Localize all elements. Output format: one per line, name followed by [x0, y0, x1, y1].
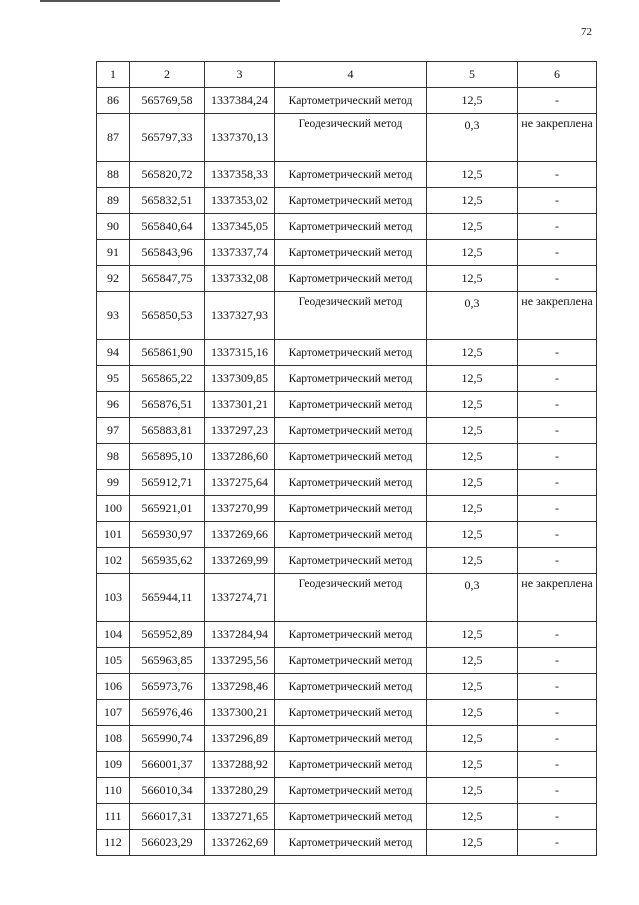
table-row [97, 574, 597, 622]
x-coordinate-cell: 565832,51 [130, 188, 205, 214]
method-cell: Картометрический метод [275, 496, 427, 522]
point-number-cell: 88 [97, 162, 130, 188]
point-number-cell: 90 [97, 214, 130, 240]
page-number: 72 [581, 26, 592, 38]
y-coordinate-cell: 1337280,29 [205, 778, 275, 804]
accuracy-cell: 12,5 [427, 240, 518, 266]
y-coordinate-cell: 1337271,65 [205, 804, 275, 830]
point-number-cell: 107 [97, 700, 130, 726]
y-coordinate-cell: 1337332,08 [205, 266, 275, 292]
note-cell: - [518, 366, 597, 392]
note-cell: - [518, 266, 597, 292]
x-coordinate-cell: 566017,31 [130, 804, 205, 830]
method-cell: Картометрический метод [275, 830, 427, 856]
point-number-cell: 102 [97, 548, 130, 574]
y-coordinate-cell: 1337300,21 [205, 700, 275, 726]
accuracy-cell: 0,3 [427, 574, 518, 622]
note-cell: - [518, 700, 597, 726]
accuracy-cell: 12,5 [427, 340, 518, 366]
point-number-cell: 104 [97, 622, 130, 648]
y-coordinate-cell: 1337298,46 [205, 674, 275, 700]
note-cell: - [518, 752, 597, 778]
point-number-cell: 96 [97, 392, 130, 418]
column-header: 6 [518, 62, 597, 88]
method-cell: Картометрический метод [275, 366, 427, 392]
accuracy-cell: 12,5 [427, 700, 518, 726]
table-row [97, 700, 597, 726]
table-row [97, 726, 597, 752]
accuracy-cell: 12,5 [427, 418, 518, 444]
point-number-cell: 106 [97, 674, 130, 700]
point-number-cell: 112 [97, 830, 130, 856]
table-row [97, 674, 597, 700]
note-cell: - [518, 804, 597, 830]
method-cell: Картометрический метод [275, 752, 427, 778]
point-number-cell: 103 [97, 574, 130, 622]
note-cell: - [518, 622, 597, 648]
method-cell: Картометрический метод [275, 522, 427, 548]
y-coordinate-cell: 1337353,02 [205, 188, 275, 214]
x-coordinate-cell: 565850,53 [130, 292, 205, 340]
table-row [97, 292, 597, 340]
accuracy-cell: 12,5 [427, 830, 518, 856]
coordinates-table [96, 61, 597, 856]
note-cell: - [518, 470, 597, 496]
table-row [97, 778, 597, 804]
x-coordinate-cell: 565820,72 [130, 162, 205, 188]
x-coordinate-cell: 565797,33 [130, 114, 205, 162]
table-row [97, 162, 597, 188]
note-cell: - [518, 240, 597, 266]
note-cell: не закреплена [518, 114, 597, 162]
x-coordinate-cell: 565973,76 [130, 674, 205, 700]
note-cell: - [518, 162, 597, 188]
table-row [97, 214, 597, 240]
y-coordinate-cell: 1337301,21 [205, 392, 275, 418]
accuracy-cell: 12,5 [427, 496, 518, 522]
table-row [97, 444, 597, 470]
method-cell: Геодезический метод [275, 574, 427, 622]
table-row [97, 418, 597, 444]
method-cell: Картометрический метод [275, 444, 427, 470]
y-coordinate-cell: 1337384,24 [205, 88, 275, 114]
point-number-cell: 92 [97, 266, 130, 292]
x-coordinate-cell: 565935,62 [130, 548, 205, 574]
x-coordinate-cell: 566001,37 [130, 752, 205, 778]
point-number-cell: 94 [97, 340, 130, 366]
x-coordinate-cell: 566010,34 [130, 778, 205, 804]
table-row [97, 752, 597, 778]
note-cell: - [518, 830, 597, 856]
column-header: 1 [97, 62, 130, 88]
x-coordinate-cell: 565944,11 [130, 574, 205, 622]
method-cell: Картометрический метод [275, 418, 427, 444]
y-coordinate-cell: 1337358,33 [205, 162, 275, 188]
table-row [97, 522, 597, 548]
x-coordinate-cell: 565990,74 [130, 726, 205, 752]
x-coordinate-cell: 565769,58 [130, 88, 205, 114]
column-header: 5 [427, 62, 518, 88]
note-cell: - [518, 496, 597, 522]
x-coordinate-cell: 565840,64 [130, 214, 205, 240]
y-coordinate-cell: 1337296,89 [205, 726, 275, 752]
method-cell: Картометрический метод [275, 804, 427, 830]
x-coordinate-cell: 566023,29 [130, 830, 205, 856]
y-coordinate-cell: 1337295,56 [205, 648, 275, 674]
x-coordinate-cell: 565952,89 [130, 622, 205, 648]
accuracy-cell: 12,5 [427, 752, 518, 778]
table-row [97, 188, 597, 214]
table-body [97, 88, 597, 856]
table-row [97, 496, 597, 522]
table-row [97, 392, 597, 418]
table-row [97, 340, 597, 366]
point-number-cell: 87 [97, 114, 130, 162]
method-cell: Картометрический метод [275, 548, 427, 574]
x-coordinate-cell: 565921,01 [130, 496, 205, 522]
accuracy-cell: 12,5 [427, 266, 518, 292]
accuracy-cell: 12,5 [427, 726, 518, 752]
accuracy-cell: 12,5 [427, 522, 518, 548]
note-cell: - [518, 778, 597, 804]
note-cell: - [518, 392, 597, 418]
accuracy-cell: 12,5 [427, 778, 518, 804]
accuracy-cell: 12,5 [427, 444, 518, 470]
accuracy-cell: 12,5 [427, 188, 518, 214]
y-coordinate-cell: 1337286,60 [205, 444, 275, 470]
note-cell: - [518, 188, 597, 214]
y-coordinate-cell: 1337327,93 [205, 292, 275, 340]
y-coordinate-cell: 1337269,99 [205, 548, 275, 574]
accuracy-cell: 12,5 [427, 470, 518, 496]
y-coordinate-cell: 1337288,92 [205, 752, 275, 778]
x-coordinate-cell: 565895,10 [130, 444, 205, 470]
method-cell: Картометрический метод [275, 392, 427, 418]
x-coordinate-cell: 565963,85 [130, 648, 205, 674]
accuracy-cell: 0,3 [427, 292, 518, 340]
accuracy-cell: 12,5 [427, 162, 518, 188]
point-number-cell: 108 [97, 726, 130, 752]
note-cell: не закреплена [518, 292, 597, 340]
column-header: 4 [275, 62, 427, 88]
y-coordinate-cell: 1337270,99 [205, 496, 275, 522]
point-number-cell: 101 [97, 522, 130, 548]
x-coordinate-cell: 565865,22 [130, 366, 205, 392]
point-number-cell: 95 [97, 366, 130, 392]
y-coordinate-cell: 1337275,64 [205, 470, 275, 496]
y-coordinate-cell: 1337269,66 [205, 522, 275, 548]
table-row [97, 240, 597, 266]
accuracy-cell: 12,5 [427, 804, 518, 830]
table-header-row [97, 62, 597, 88]
method-cell: Геодезический метод [275, 114, 427, 162]
y-coordinate-cell: 1337309,85 [205, 366, 275, 392]
point-number-cell: 91 [97, 240, 130, 266]
point-number-cell: 93 [97, 292, 130, 340]
y-coordinate-cell: 1337315,16 [205, 340, 275, 366]
x-coordinate-cell: 565847,75 [130, 266, 205, 292]
point-number-cell: 109 [97, 752, 130, 778]
x-coordinate-cell: 565843,96 [130, 240, 205, 266]
table-row [97, 622, 597, 648]
y-coordinate-cell: 1337297,23 [205, 418, 275, 444]
accuracy-cell: 12,5 [427, 88, 518, 114]
point-number-cell: 97 [97, 418, 130, 444]
method-cell: Картометрический метод [275, 674, 427, 700]
accuracy-cell: 12,5 [427, 674, 518, 700]
table-row [97, 648, 597, 674]
point-number-cell: 110 [97, 778, 130, 804]
note-cell: - [518, 444, 597, 470]
method-cell: Картометрический метод [275, 88, 427, 114]
point-number-cell: 99 [97, 470, 130, 496]
method-cell: Картометрический метод [275, 240, 427, 266]
method-cell: Картометрический метод [275, 470, 427, 496]
method-cell: Картометрический метод [275, 726, 427, 752]
point-number-cell: 98 [97, 444, 130, 470]
column-header: 2 [130, 62, 205, 88]
table-row [97, 804, 597, 830]
note-cell: - [518, 726, 597, 752]
y-coordinate-cell: 1337370,13 [205, 114, 275, 162]
y-coordinate-cell: 1337274,71 [205, 574, 275, 622]
x-coordinate-cell: 565883,81 [130, 418, 205, 444]
point-number-cell: 100 [97, 496, 130, 522]
method-cell: Картометрический метод [275, 700, 427, 726]
note-cell: не закреплена [518, 574, 597, 622]
note-cell: - [518, 214, 597, 240]
table-row [97, 266, 597, 292]
accuracy-cell: 12,5 [427, 366, 518, 392]
y-coordinate-cell: 1337337,74 [205, 240, 275, 266]
method-cell: Геодезический метод [275, 292, 427, 340]
accuracy-cell: 0,3 [427, 114, 518, 162]
note-cell: - [518, 418, 597, 444]
method-cell: Картометрический метод [275, 622, 427, 648]
note-cell: - [518, 674, 597, 700]
x-coordinate-cell: 565861,90 [130, 340, 205, 366]
x-coordinate-cell: 565912,71 [130, 470, 205, 496]
x-coordinate-cell: 565930,97 [130, 522, 205, 548]
table-row [97, 114, 597, 162]
method-cell: Картометрический метод [275, 648, 427, 674]
x-coordinate-cell: 565976,46 [130, 700, 205, 726]
x-coordinate-cell: 565876,51 [130, 392, 205, 418]
y-coordinate-cell: 1337284,94 [205, 622, 275, 648]
point-number-cell: 111 [97, 804, 130, 830]
method-cell: Картометрический метод [275, 188, 427, 214]
note-cell: - [518, 88, 597, 114]
accuracy-cell: 12,5 [427, 214, 518, 240]
note-cell: - [518, 340, 597, 366]
table-row [97, 548, 597, 574]
table-row [97, 470, 597, 496]
table-row [97, 88, 597, 114]
method-cell: Картометрический метод [275, 162, 427, 188]
y-coordinate-cell: 1337345,05 [205, 214, 275, 240]
accuracy-cell: 12,5 [427, 648, 518, 674]
y-coordinate-cell: 1337262,69 [205, 830, 275, 856]
accuracy-cell: 12,5 [427, 548, 518, 574]
method-cell: Картометрический метод [275, 778, 427, 804]
note-cell: - [518, 648, 597, 674]
note-cell: - [518, 522, 597, 548]
scan-edge-line [40, 0, 280, 2]
method-cell: Картометрический метод [275, 214, 427, 240]
accuracy-cell: 12,5 [427, 622, 518, 648]
column-header: 3 [205, 62, 275, 88]
point-number-cell: 86 [97, 88, 130, 114]
table-row [97, 830, 597, 856]
accuracy-cell: 12,5 [427, 392, 518, 418]
note-cell: - [518, 548, 597, 574]
point-number-cell: 89 [97, 188, 130, 214]
method-cell: Картометрический метод [275, 340, 427, 366]
method-cell: Картометрический метод [275, 266, 427, 292]
table-row [97, 366, 597, 392]
point-number-cell: 105 [97, 648, 130, 674]
